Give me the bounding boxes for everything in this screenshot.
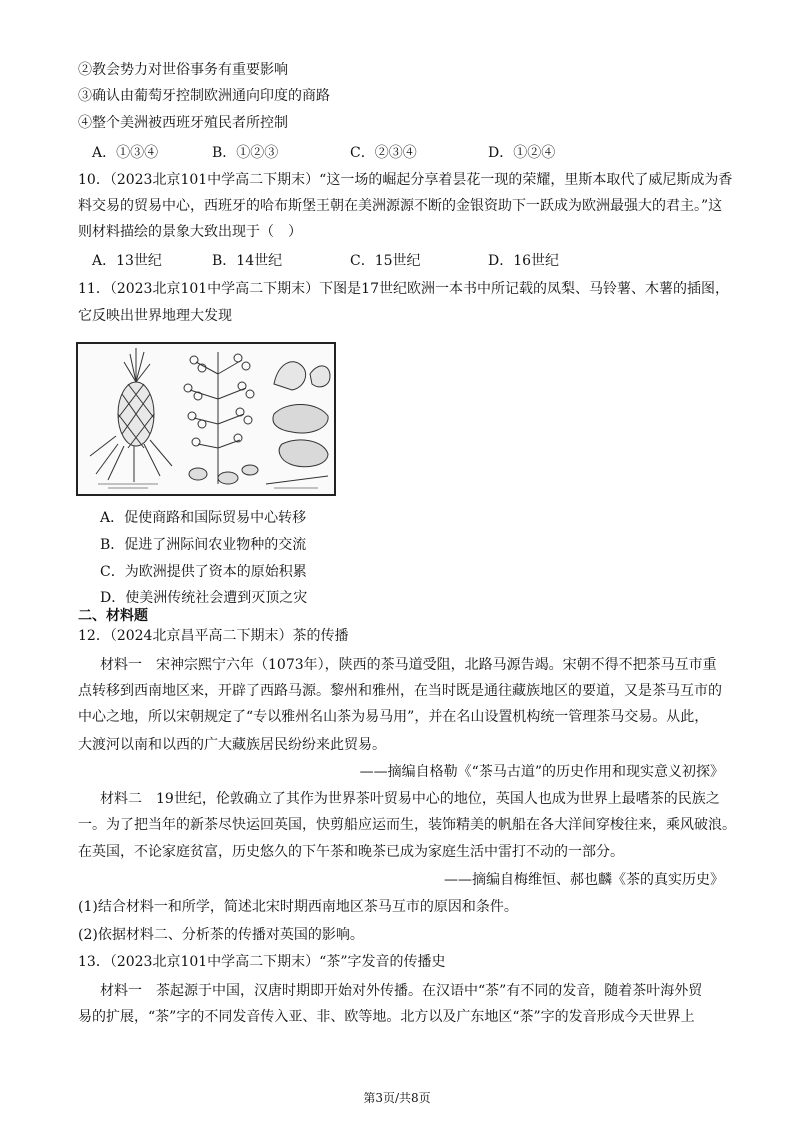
page-number: 第3页/共8页 [363,1091,431,1105]
q13-material1-line-2: 易的扩展，“茶”字的不同发音传入亚、非、欧等地。北方以及广东地区“茶”字的发音形成今天世界上 [78,1009,695,1025]
pineapple-drawing [90,348,172,482]
q12-material1-source: ——摘编自格勒《“茶马古道”的历史作用和现实意义初探》 [359,764,724,780]
q13-title: 13．（2023北京101中学高二下期末）“茶”字发音的传播史 [78,954,446,970]
q9-option-d[interactable]: D．①②④ [488,145,556,161]
q11-text-line-2: 它反映出世界地理大发现 [78,308,232,324]
plant-illustration [78,344,334,494]
cassava-drawing [266,362,330,484]
potato-plant-drawing [184,352,258,484]
q12-material2-source: ——摘编自梅维恒、郝也麟《茶的真实历史》 [444,872,724,888]
q10-option-c[interactable]: C．15世纪 [350,253,421,269]
section-title: 二、材料题 [78,608,148,624]
q12-material1-line-4: 大渡河以南和以西的广大藏族居民纷纷来此贸易。 [78,737,386,753]
q12-material2-line-1: 材料二 19世纪，伦敦确立了其作为世界茶叶贸易中心的地位，英国人也成为世界上最嗜茶的民族之 [100,791,720,807]
q10-text-line-3: 则材料描绘的景象大致出现于（ ） [78,224,302,240]
q10-text-line-1: 10．（2023北京101中学高二下期末）“这一场的崛起分享着昙花一现的荣耀，里斯本取代了威尼斯成为香 [78,172,733,188]
q9-option-a[interactable]: A．①③④ [92,145,159,161]
answer-item-3: ③确认由葡萄牙控制欧洲通向印度的商路 [78,88,330,104]
q10-option-a[interactable]: A．13世纪 [92,253,162,269]
q11-option-b[interactable]: B．促进了洲际间农业物种的交流 [100,537,307,553]
q11-option-d[interactable]: D．使美洲传统社会遭到灭顶之灾 [100,590,308,606]
q12-material1-line-2: 点转移到西南地区来，开辟了西路马源。黎州和雅州，在当时既是通往藏族地区的要道，又是茶马互市的 [78,683,722,699]
answer-item-2: ②教会势力对世俗事务有重要影响 [78,62,288,78]
q12-question-2: (2)依据材料二、分析茶的传播对英国的影响。 [78,927,364,943]
figure-caption-marks [98,484,318,488]
q11-option-a[interactable]: A．促使商路和国际贸易中心转移 [100,510,307,526]
q10-option-d[interactable]: D．16世纪 [488,253,560,269]
q10-option-b[interactable]: B．14世纪 [212,253,283,269]
q11-option-c[interactable]: C．为欧洲提供了资本的原始积累 [100,564,307,580]
q13-material1-line-1: 材料一 茶起源于中国，汉唐时期即开始对外传播。在汉语中“茶”有不同的发音，随着茶叶海外贸 [100,983,703,999]
q12-question-1: (1)结合材料一和所学，简述北宋时期西南地区茶马互市的原因和条件。 [78,899,518,915]
q12-title: 12．（2024北京昌平高二下期末）茶的传播 [78,628,349,644]
q9-option-b[interactable]: B．①②③ [212,145,279,161]
answer-item-4: ④整个美洲被西班牙殖民者所控制 [78,115,288,131]
q9-option-c[interactable]: C．②③④ [350,145,417,161]
q12-material2-line-2: 一。为了把当年的新茶尽快运回英国，快剪船应运而生，装饰精美的帆船在各大洋间穿梭往来，乘风破浪。 [78,817,736,833]
q12-material1-line-1: 材料一 宋神宗熙宁六年（1073年），陕西的茶马道受阻，北路马源告竭。宋朝不得不把茶马互市重 [100,657,717,673]
q12-material2-line-3: 在英国，不论家庭贫富，历史悠久的下午茶和晚茶已成为家庭生活中雷打不动的一部分。 [78,844,624,860]
q10-text-line-2: 料交易的贸易中心，西班牙的哈布斯堡王朝在美洲源源不断的金银资助下一跃成为欧洲最强大的君主。”这 [78,198,723,214]
plant-illustration-figure [76,342,336,496]
q11-text-line-1: 11．（2023北京101中学高二下期末）下图是17世纪欧洲一本书中所记载的凤梨、马铃薯、木薯的插图， [78,281,729,297]
q12-material1-line-3: 中心之地，所以宋朝规定了“专以雅州名山茶为易马用”，并在名山设置机构统一管理茶马交易。从此， [78,709,709,725]
